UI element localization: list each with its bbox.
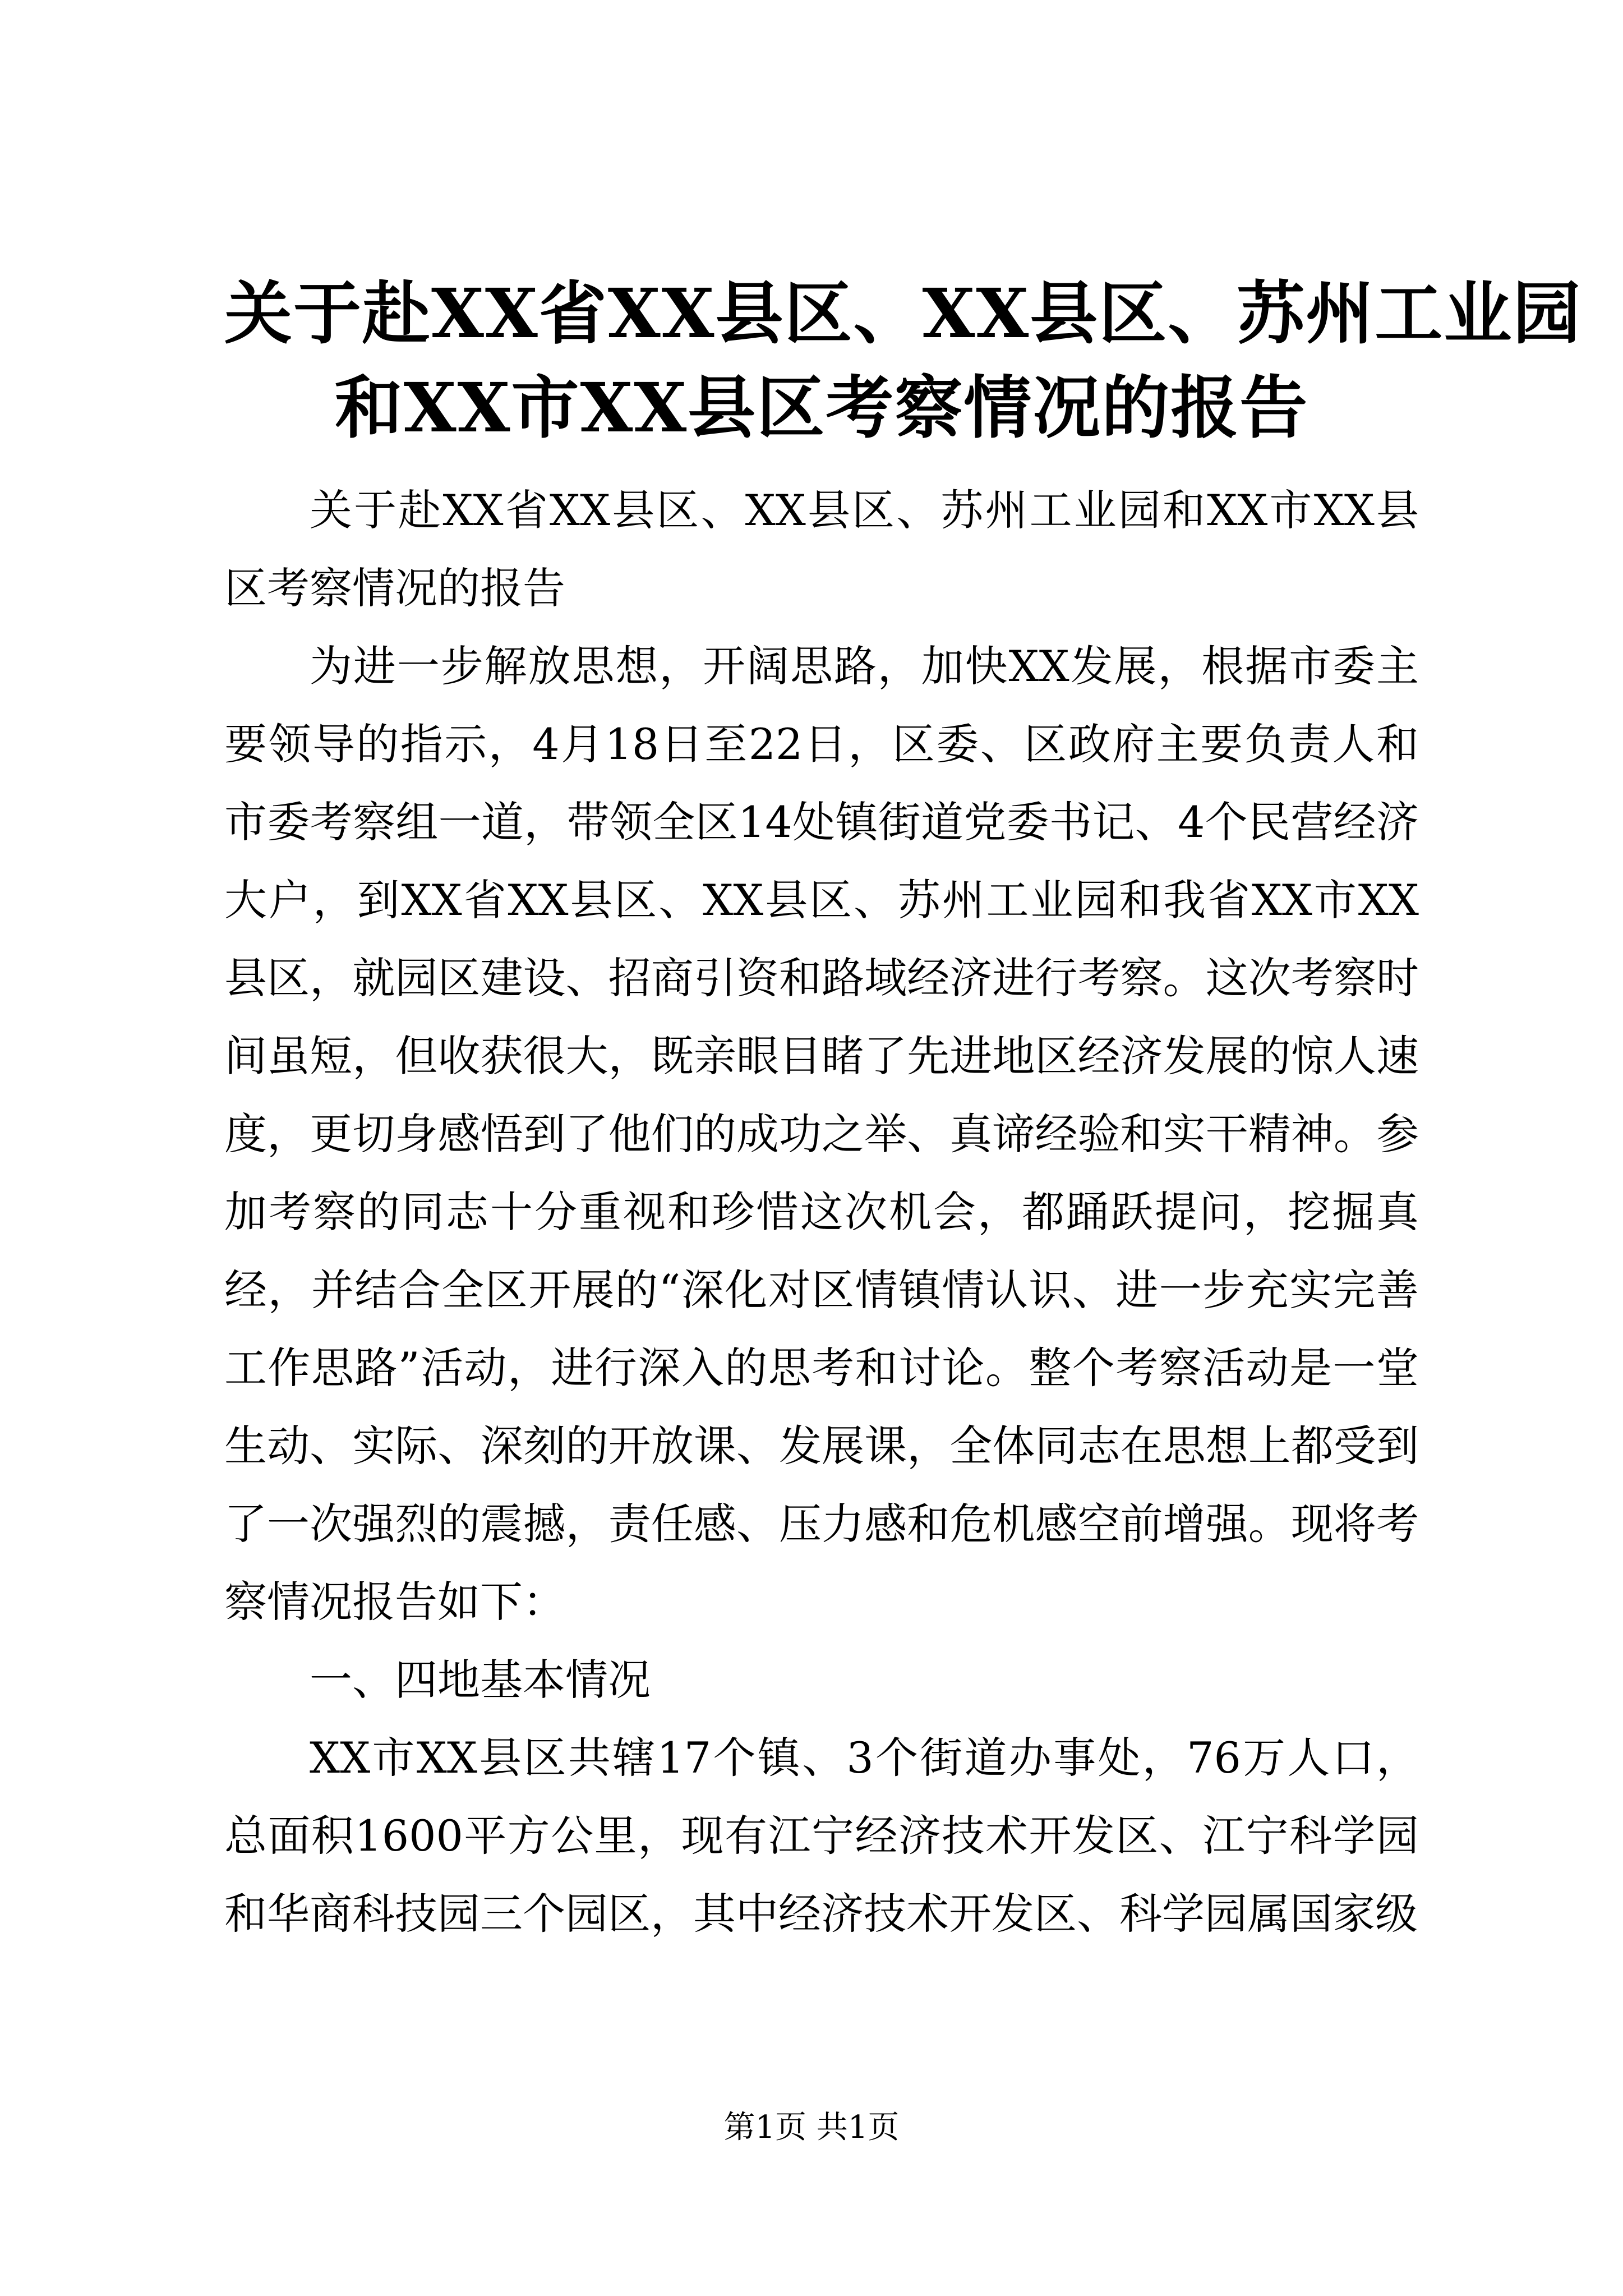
title-line-1: 关于赴XX省XX县区、XX县区、苏州工业园 — [224, 273, 1582, 353]
page-footer: 第1页 共1页 — [723, 2109, 900, 2146]
document-body — [224, 471, 1419, 1953]
document-title — [224, 266, 1582, 455]
title-line-2: 和XX市XX县区考察情况的报告 — [334, 367, 1309, 448]
body-paragraph-intro: 为进一步解放思想，开阔思路，加快XX发展，根据市委主要领导的指示，4月18日至22日，区委、区政府主要负责人和市委考察组一道，带领全区14处镇街道党委书记、4个民营经济大户，到XX省XX县区、XX县区、苏州工业园和我省XX市XX县区，就园区建设、招商引资和路域经济进行考察。这次考察时间虽短，但收获很大，既亲眼目睹了先进地区经济发展的惊人速度，更切身感悟到了他们的成功之举、真谛经验和实干精神。参加考察的同志十分重视和珍惜这次机会，都踊跃提问，挖掘真经，并结合全区开展的“深化对区情镇情认识、进一步充实完善工作思路”活动，进行深入的思考和讨论。整个考察活动是一堂生动、实际、深刻的开放课、发展课，全体同志在思想上都受到了一次强烈的震撼，责任感、压力感和危机感空前增强。现将考察情况报告如下： — [224, 641, 1419, 1627]
body-paragraph-repeat-title: 关于赴XX省XX县区、XX县区、苏州工业园和XX市XX县区考察情况的报告 — [224, 485, 1419, 613]
section-heading-basic-situation: 一、四地基本情况 — [310, 1655, 651, 1705]
body-paragraph-jiangning: XX市XX县区共辖17个镇、3个街道办事处，76万人口，总面积1600平方公里，现有江宁经济技术开发区、江宁科学园和华商科技园三个园区，其中经济技术开发区、科学园属国家级 — [224, 1733, 1419, 1939]
